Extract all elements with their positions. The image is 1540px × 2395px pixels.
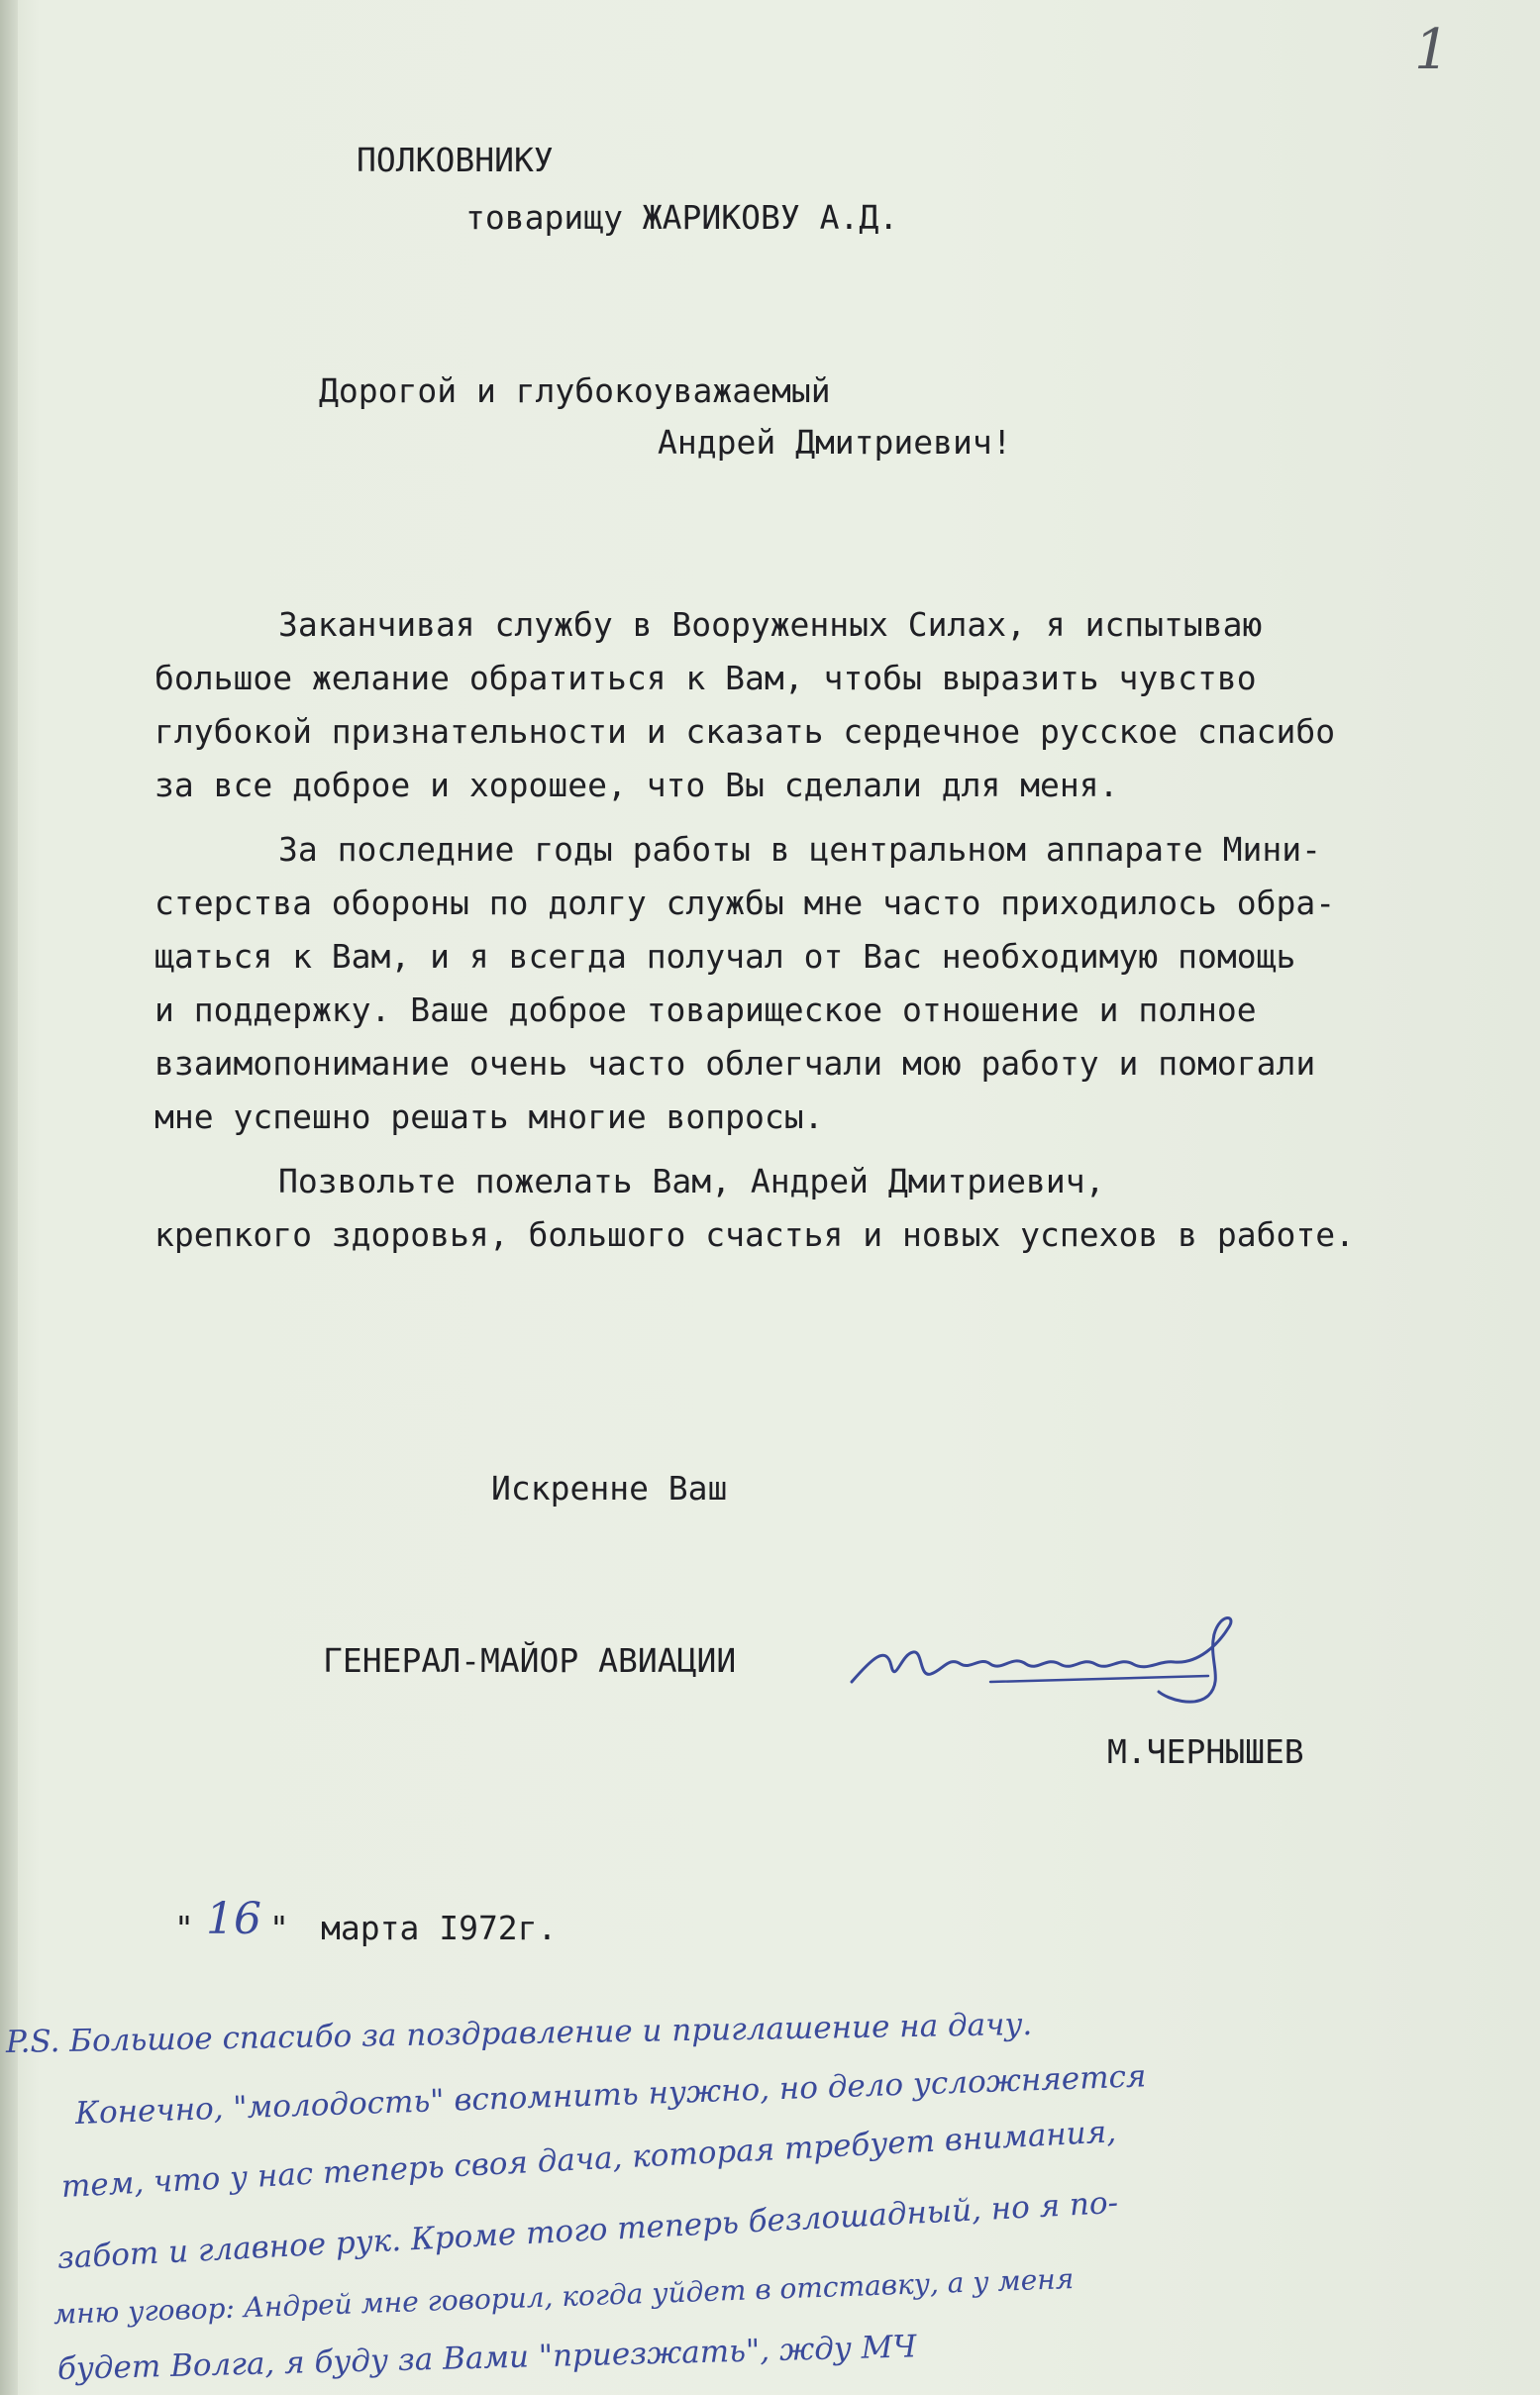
postscript-line: P.S. Большое спасибо за поздравление и приглашение на дачу.	[5, 2006, 1033, 2060]
body-line: глубокой признательности и сказать сердечное русское спасибо	[154, 712, 1336, 751]
date-day: 16	[206, 1894, 261, 1944]
date-quote-open: "	[174, 1909, 194, 1947]
body-line: Заканчивая службу в Вооруженных Силах, я испытываю	[278, 605, 1263, 644]
body-line: взаимопонимание очень часто облегчали мою работу и помогали	[154, 1044, 1316, 1083]
postscript-line: тем, что у нас теперь своя дача, которая требует внимания,	[60, 2114, 1117, 2205]
date-quote-close: "	[269, 1909, 289, 1947]
signature	[832, 1605, 1268, 1714]
body-line: за все доброе и хорошее, что Вы сделали для меня.	[154, 766, 1119, 804]
folio-number: 1	[1414, 18, 1450, 82]
body-line: большое желание обратиться к Вам, чтобы выразить чувство	[154, 659, 1257, 697]
postscript-line: мню уговор: Андрей мне говорил, когда уйдет в отставку, а у меня	[52, 2262, 1075, 2331]
body-line: крепкого здоровья, большого счастья и новых успехов в работе.	[154, 1215, 1355, 1254]
closing: Искренне Ваш	[491, 1469, 728, 1508]
date-month-year: марта I972г.	[321, 1909, 558, 1947]
addressee-name: товарищу ЖАРИКОВУ А.Д.	[465, 198, 899, 237]
postscript-line: забот и главное рук. Кроме того теперь безлошадный, но я по-	[56, 2184, 1119, 2276]
addressee-rank: ПОЛКОВНИКУ	[357, 141, 554, 179]
salutation-line-2: Андрей Дмитриевич!	[658, 423, 1012, 462]
body-line: щаться к Вам, и я всегда получал от Вас необходимую помощь	[154, 937, 1296, 976]
body-line: стерства обороны по долгу службы мне часто приходилось обра-	[154, 884, 1336, 922]
body-line: и поддержку. Ваше доброе товарищеское отношение и полное	[154, 990, 1257, 1029]
salutation-line-1: Дорогой и глубокоуважаемый	[319, 371, 831, 410]
signer-name: М.ЧЕРНЫШЕВ	[1107, 1732, 1304, 1771]
signer-rank: ГЕНЕРАЛ-МАЙОР АВИАЦИИ	[323, 1641, 737, 1680]
body-line: мне успешно решать многие вопросы.	[154, 1097, 824, 1136]
postscript-line: будет Волга, я буду за Вами "приезжать", жду МЧ	[56, 2329, 917, 2387]
postscript-line: Конечно, "молодость" вспомнить нужно, но дело усложняется	[74, 2058, 1147, 2132]
body-line: За последние годы работы в центральном аппарате Мини-	[278, 830, 1321, 869]
body-line: Позвольте пожелать Вам, Андрей Дмитриевич,	[278, 1162, 1105, 1200]
